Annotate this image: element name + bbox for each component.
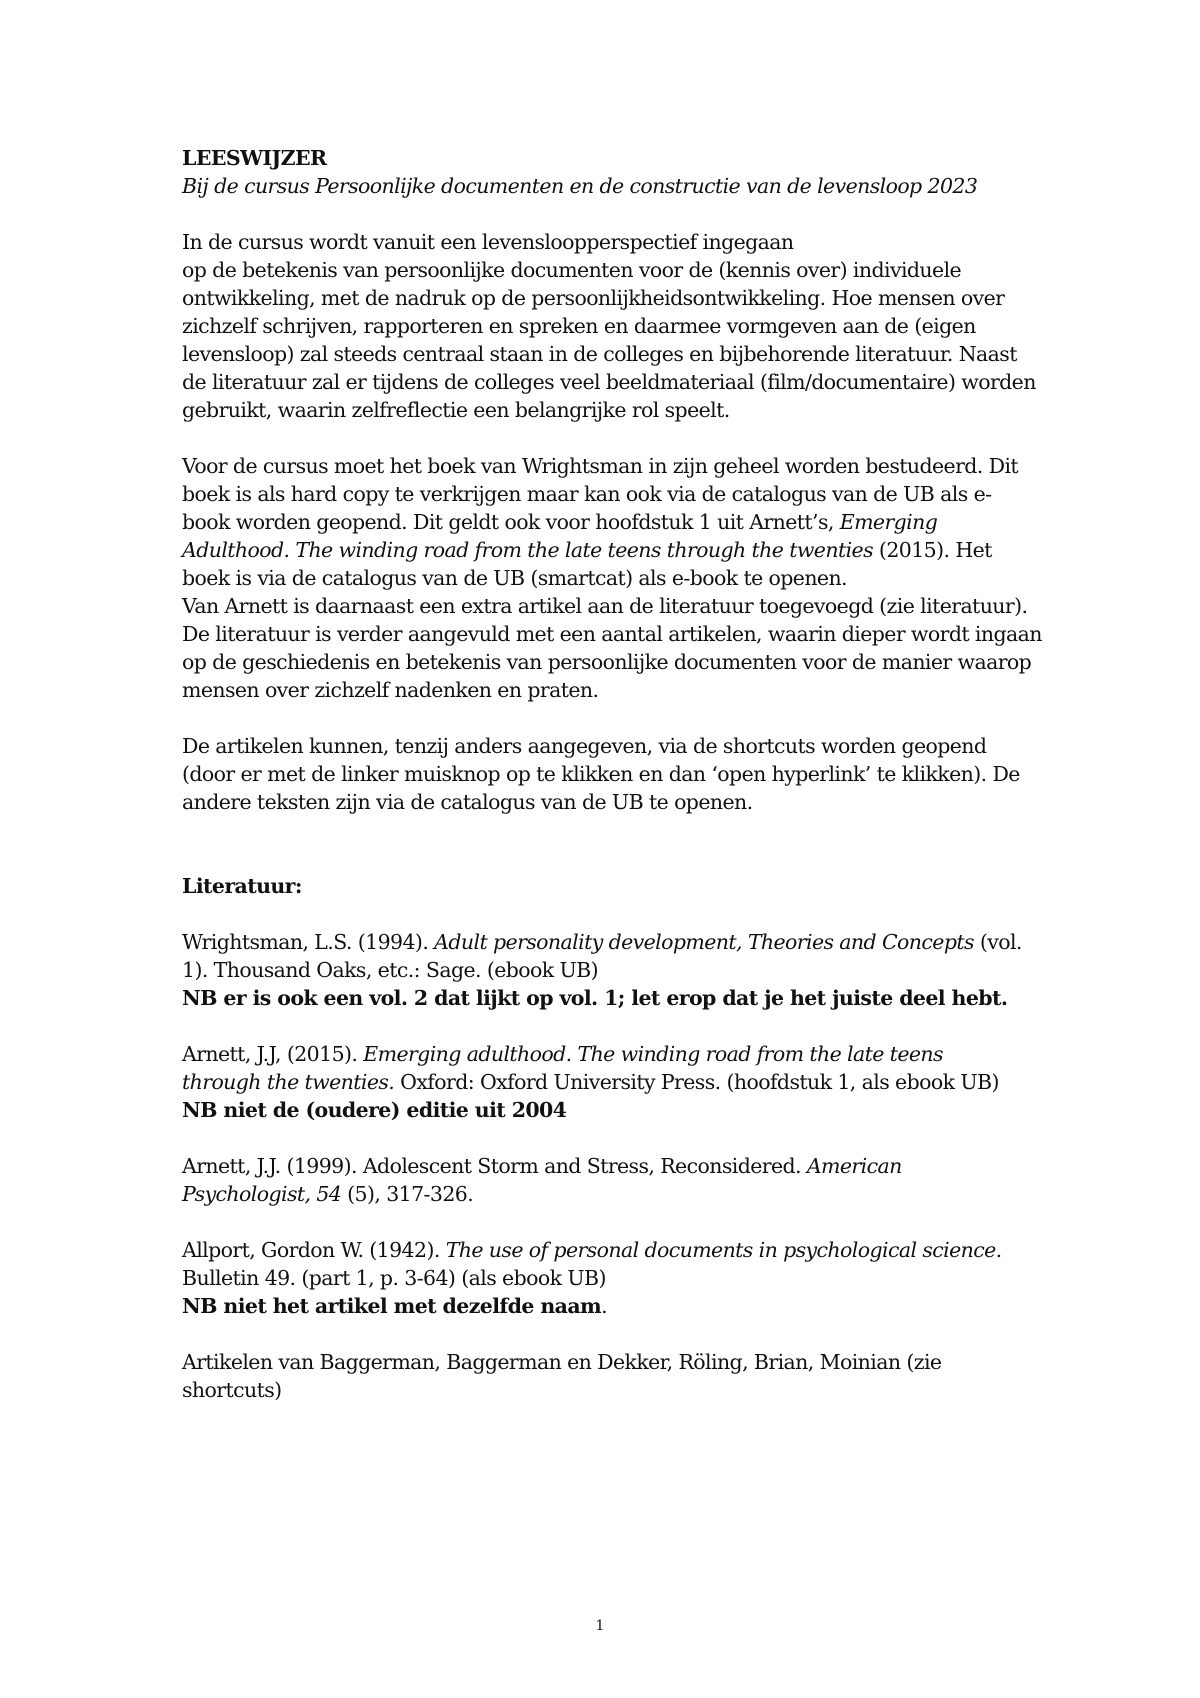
reference-line xyxy=(182,1152,1042,1180)
reference-line xyxy=(182,1236,1042,1264)
spacer xyxy=(182,424,1042,452)
intro-line: op de betekenis van persoonlijke documenten voor de (kennis over) individuele xyxy=(182,258,962,282)
intro-line: de literatuur zal er tijdens de colleges veel beeldmateriaal (film/documentaire) worden xyxy=(182,370,1036,394)
reference-line xyxy=(182,1068,1042,1096)
paragraph-line: Van Arnett is daarnaast een extra artikel aan de literatuur toegevoegd (zie literatuur). xyxy=(182,594,1028,618)
paragraph-line: boek is via de catalogus van de UB (smartcat) als e-book te openen. xyxy=(182,566,847,590)
text-run: (vol. xyxy=(973,930,1022,954)
spacer xyxy=(182,900,1042,928)
reference-arnett-1999 xyxy=(182,1152,1042,1208)
articles-paragraph xyxy=(182,732,1042,816)
book-title-italic: Emerging xyxy=(839,510,938,534)
intro-line: levensloop) zal steeds centraal staan in de colleges en bijbehorende literatuur. Naast xyxy=(182,342,1017,366)
intro-paragraph xyxy=(182,228,1042,424)
reference-arnett-2015 xyxy=(182,1040,1042,1124)
document-title: LEESWIJZER xyxy=(182,146,327,170)
course-books-paragraph xyxy=(182,452,1042,704)
paragraph-line xyxy=(182,536,1042,564)
reference-line xyxy=(182,1040,1042,1068)
page-number: 1 xyxy=(595,1618,605,1634)
reference-line xyxy=(182,928,1042,956)
reference-line xyxy=(182,1180,1042,1208)
document-body xyxy=(182,144,1042,1404)
paragraph-line: De artikelen kunnen, tenzij anders aangegeven, via de shortcuts worden geopend xyxy=(182,734,987,758)
reference-note: NB niet de (oudere) editie uit 2004 xyxy=(182,1098,567,1122)
reference-line: Artikelen van Baggerman, Baggerman en Dekker, Röling, Brian, Moinian (zie xyxy=(182,1350,942,1374)
spacer xyxy=(182,200,1042,228)
text-run: . xyxy=(995,1238,1002,1262)
journal-title-italic: Psychologist, 54 xyxy=(182,1182,342,1206)
spacer xyxy=(182,816,1042,844)
text-run: Wrightsman, L.S. (1994). xyxy=(182,930,435,954)
text-run: (2015). Het xyxy=(873,538,992,562)
text-run: Arnett, J.J. (1999). Adolescent Storm and Stress, Reconsidered. xyxy=(182,1154,807,1178)
reference-title-italic: The use of personal documents in psychological science xyxy=(445,1238,996,1262)
reference-allport xyxy=(182,1236,1042,1320)
spacer xyxy=(182,844,1042,872)
paragraph-line: Voor de cursus moet het boek van Wrightsman in zijn geheel worden bestudeerd. Dit xyxy=(182,454,1019,478)
reference-note: NB niet het artikel met dezelfde naam xyxy=(182,1294,602,1318)
paragraph-line: (door er met de linker muisknop op te klikken en dan ‘open hyperlink’ te klikken). De xyxy=(182,762,1020,786)
reference-line: Bulletin 49. (part 1, p. 3-64) (als ebook UB) xyxy=(182,1266,606,1290)
spacer xyxy=(182,1124,1042,1152)
spacer xyxy=(182,1208,1042,1236)
reference-title-italic: through the twenties. xyxy=(182,1070,395,1094)
paragraph-line: op de geschiedenis en betekenis van persoonlijke documenten voor de manier waarop xyxy=(182,650,1032,674)
spacer xyxy=(182,704,1042,732)
text-run: book worden geopend. Dit geldt ook voor hoofdstuk 1 uit Arnett’s, xyxy=(182,510,840,534)
journal-title-italic: American xyxy=(806,1154,902,1178)
intro-line: gebruikt, waarin zelfreflectie een belangrijke rol speelt. xyxy=(182,398,730,422)
reference-title-italic: Adult personality development, Theories and Concepts xyxy=(434,930,974,954)
intro-line: In de cursus wordt vanuit een levensloopperspectief ingegaan xyxy=(182,230,794,254)
paragraph-line: andere teksten zijn via de catalogus van de UB te openen. xyxy=(182,790,753,814)
reference-line: shortcuts) xyxy=(182,1378,282,1402)
spacer xyxy=(182,1012,1042,1040)
text-run: Oxford: Oxford University Press. (hoofdstuk 1, als ebook UB) xyxy=(394,1070,999,1094)
spacer xyxy=(182,1320,1042,1348)
book-title-italic: Adulthood. The winding road from the late teens through the twenties xyxy=(182,538,873,562)
reference-wrightsman xyxy=(182,928,1042,1012)
paragraph-line xyxy=(182,508,1042,536)
intro-line: ontwikkeling, met de nadruk op de persoonlijkheidsontwikkeling. Hoe mensen over xyxy=(182,286,1005,310)
paragraph-line: mensen over zichzelf nadenken en praten. xyxy=(182,678,599,702)
text-run: (5), 317-326. xyxy=(341,1182,474,1206)
text-run: Allport, Gordon W. (1942). xyxy=(182,1238,446,1262)
reference-note-line xyxy=(182,1292,1042,1320)
text-run: Arnett, J.J, (2015). xyxy=(182,1042,364,1066)
literature-heading: Literatuur: xyxy=(182,874,302,898)
paragraph-line: boek is als hard copy te verkrijgen maar kan ook via de catalogus van de UB als e- xyxy=(182,482,992,506)
paragraph-line: De literatuur is verder aangevuld met een aantal artikelen, waarin dieper wordt ingaan xyxy=(182,622,1042,646)
text-run: . xyxy=(601,1294,608,1318)
intro-line: zichzelf schrijven, rapporteren en spreken en daarmee vormgeven aan de (eigen xyxy=(182,314,976,338)
reference-title-italic: Emerging adulthood. The winding road from the late teens xyxy=(363,1042,943,1066)
reference-other-articles xyxy=(182,1348,1042,1404)
reference-line: 1). Thousand Oaks, etc.: Sage. (ebook UB) xyxy=(182,958,599,982)
document-subtitle: Bij de cursus Persoonlijke documenten en de constructie van de levensloop 2023 xyxy=(182,174,978,198)
reference-note: NB er is ook een vol. 2 dat lijkt op vol. 1; let erop dat je het juiste deel hebt. xyxy=(182,986,1008,1010)
